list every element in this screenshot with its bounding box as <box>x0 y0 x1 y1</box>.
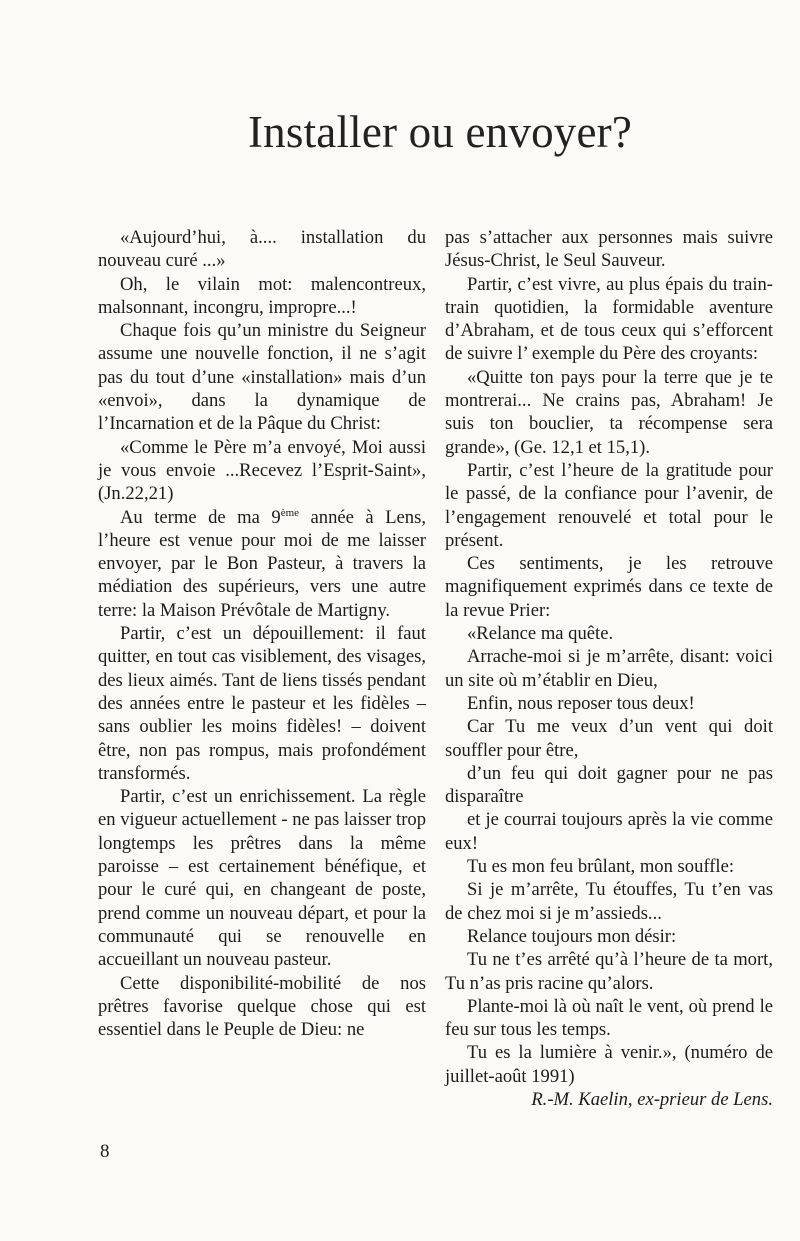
author-signature: R.-M. Kaelin, ex-prieur de Lens. <box>531 1088 773 1110</box>
quote-line: Plante-moi là où naît le vent, où prend le feu sur tous les temps. <box>445 995 773 1041</box>
paragraph: Oh, le vilain mot: malencontreux, malsonnant, incongru, impropre...! <box>98 273 426 318</box>
paragraph-continuation: pas s’attacher aux personnes mais suivre Jésus-Christ, le Seul Sauveur. <box>445 227 773 272</box>
quote-line: «Relance ma quête. <box>467 623 614 645</box>
quote-line: Tu es mon feu brûlant, mon souffle: <box>467 856 735 878</box>
paragraph: «Comme le Père m’a envoyé, Moi aussi je vous envoie ...Recevez l’Esprit-Saint», (Jn.22,21) <box>98 436 426 505</box>
paragraph: «Aujourd’hui, à.... installation du nouveau curé ...» <box>98 227 426 272</box>
paragraph: Partir, c’est un dépouillement: il faut quitter, en tout cas visiblement, des visages, des lieux aimés. Tant de liens tissés pendant des années entre le pasteur et les fidèles – sans oublier les moins fidèles! – doivent être, non pas rompus, mais profondément transformés. <box>98 623 426 784</box>
paragraph: Cette disponibilité-mobilité de nos prêtres favorise quelque chose qui est essentiel dans le Peuple de Dieu: ne <box>98 972 426 1041</box>
quote-line: Arrache-moi si je m’arrête, disant: voici un site où m’établir en Dieu, <box>445 646 773 691</box>
paragraph <box>98 506 426 622</box>
paragraph-text: année à Lens, l’heure est venue pour moi de me laisser envoyer, par le Bon Pasteur, à travers la médiation des supérieurs, vers une autre terre: la Maison Prévôtale de Martigny. <box>98 506 426 621</box>
paragraph-text: Au terme de ma 9 <box>120 506 281 528</box>
quote-line: et je courrai toujours après la vie comme eux! <box>445 809 773 854</box>
paragraph: Partir, c’est un enrichissement. La règle en vigueur actuellement - ne pas laisser trop longtemps les prêtres dans la même paroisse – est certainement bénéfique, et pour le curé qui, en changeant de poste, prend comme un nouveau départ, et pour la communauté qui se renouvelle en accueillant un nouveau pasteur. <box>98 786 426 971</box>
quote-line: Enfin, nous reposer tous deux! <box>467 692 695 714</box>
left-column <box>98 226 426 1041</box>
quote-line: Relance toujours mon désir: <box>467 925 677 947</box>
quote-line: d’un feu qui doit gagner pour ne pas disparaître <box>445 762 773 808</box>
quote-line: Tu ne t’es arrêté qu’à l’heure de ta mort, Tu n’as pris racine qu’alors. <box>445 949 773 994</box>
paragraph: Partir, c’est l’heure de la gratitude pour le passé, de la confiance pour l’avenir, de l’engagement renouvelé et total pour le présent. <box>445 459 773 551</box>
quote-line: Car Tu me veux d’un vent qui doit souffler pour être, <box>445 716 773 761</box>
ordinal-superscript: ème <box>280 506 300 519</box>
right-column <box>445 226 773 1111</box>
paragraph: «Quitte ton pays pour la terre que je te montrerai... Ne crains pas, Abraham! Je suis ton bouclier, ta récompense sera grande», (Ge. 12,1 et 15,1). <box>445 366 773 458</box>
page-title: Installer ou envoyer? <box>247 107 633 157</box>
paragraph: Ces sentiments, je les retrouve magnifiquement exprimés dans ce texte de la revue Prier: <box>445 553 773 621</box>
page-number: 8 <box>100 1141 110 1162</box>
quote-line: Tu es la lumière à venir.», (numéro de juillet-août 1991) <box>445 1042 773 1087</box>
paragraph: Partir, c’est vivre, au plus épais du train-train quotidien, la formidable aventure d’Abraham, et de tous ceux qui s’efforcent de suivre l’ exemple du Père des croyants: <box>445 273 773 365</box>
paragraph: Chaque fois qu’un ministre du Seigneur assume une nouvelle fonction, il ne s’agit pas du tout d’une «installation» mais d’un «envoi», dans la dynamique de l’Incarnation et de la Pâque du Christ: <box>98 320 426 435</box>
quote-line: Si je m’arrête, Tu étouffes, Tu t’en vas de chez moi si je m’assieds... <box>445 879 773 924</box>
